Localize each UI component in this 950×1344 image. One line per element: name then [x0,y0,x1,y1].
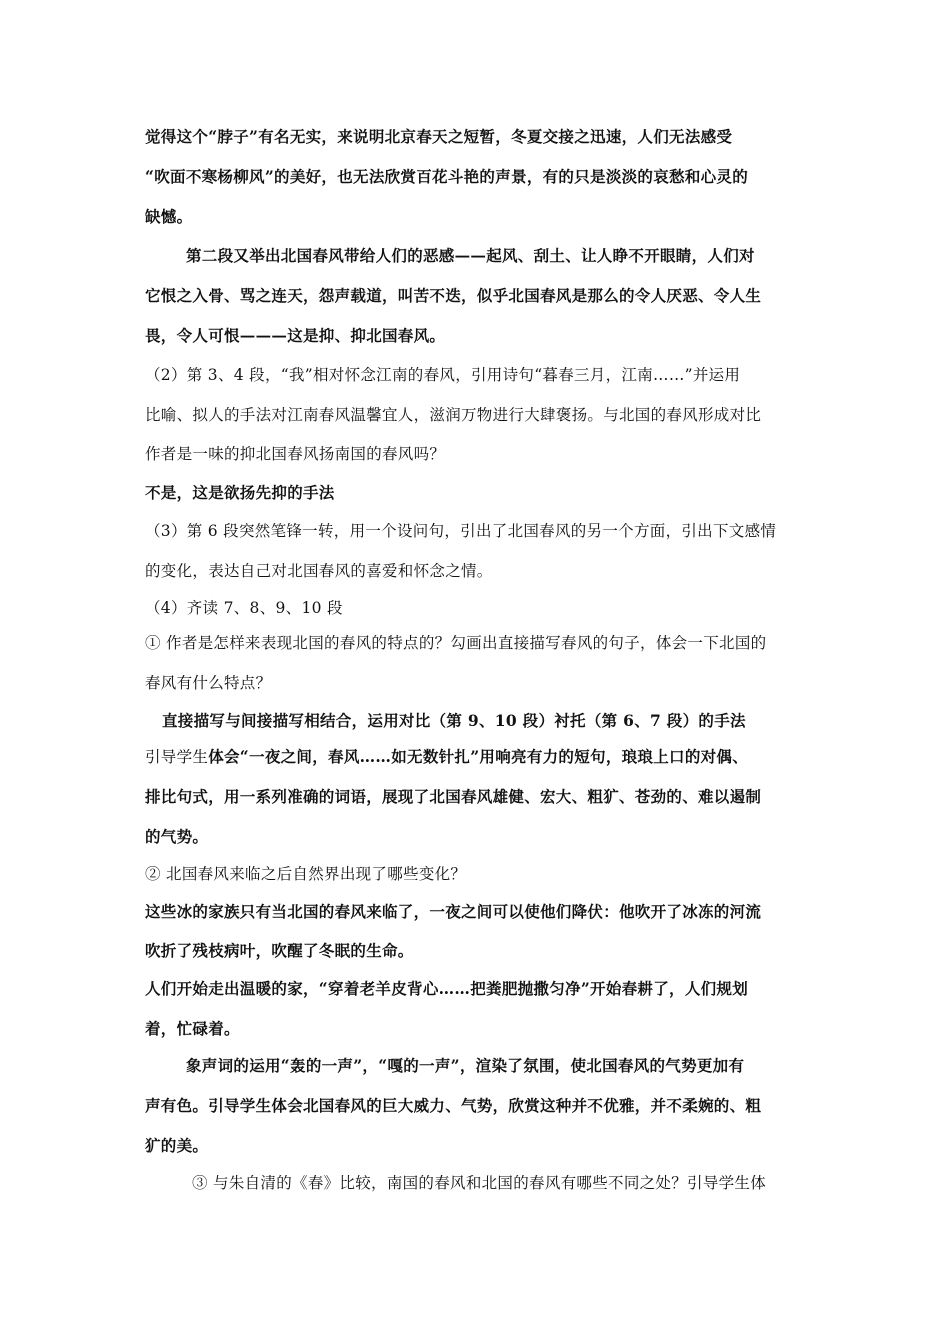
question-2-line-1: （2）第 3、4 段，“我”相对怀念江南的春风，引用诗句“暮春三月，江南……”并运用 [145,366,741,384]
onomatopoeia-line-1: 象声词的运用“轰的一声”，“嘎的一声”，渲染了氛围，使北国春风的气势更加有 [186,1056,745,1075]
guide-1-line-2: 排比句式，用一系列准确的词语，展现了北国春风雄健、宏大、粗犷、苍劲的、难以遏制 [145,787,762,806]
question-3-line-2: 的变化，表达自己对北国春风的喜爱和怀念之情。 [145,562,493,580]
sub-question-2: ② 北国春风来临之后自然界出现了哪些变化？ [145,865,467,883]
answer-sub-question-2b-line-1: 人们开始走出温暖的家，“穿着老羊皮背心……把粪肥抛撒匀净”开始春耕了，人们规划 [145,979,749,998]
paragraph-1-line-1: 觉得这个“脖子”有名无实，来说明北京春天之短暂，冬夏交接之迅速，人们无法感受 [145,127,733,146]
paragraph-1-line-2: “吹面不寒杨柳风”的美好，也无法欣赏百花斗艳的声景，有的只是淡淡的哀愁和心灵的 [145,167,749,186]
onomatopoeia-line-3: 犷的美。 [145,1136,209,1155]
answer-sub-question-1: 直接描写与间接描写相结合，运用对比（第 9、10 段）衬托（第 6、7 段）的手法 [162,711,746,730]
sub-question-1-line-2: 春风有什么特点？ [145,674,272,692]
answer-sub-question-2-line-1: 这些冰的家族只有当北国的春风来临了，一夜之间可以使他们降伏：他吹开了冰冻的河流 [145,902,762,921]
question-2-line-3: 作者是一味的抑北国春风扬南国的春风吗？ [145,445,446,463]
answer-2: 不是，这是欲扬先抑的手法 [145,483,335,502]
guide-1-line-1-rest: 体会“一夜之间，春风……如无数针扎”用响亮有力的短句，琅琅上口的对偶、 [208,747,749,766]
guide-1-line-3: 的气势。 [145,827,209,846]
paragraph-1-line-3: 缺憾。 [145,207,193,226]
question-2-line-2: 比喻、拟人的手法对江南春风温馨宜人，滋润万物进行大肆褒扬。与北国的春风形成对比 [145,406,762,424]
sub-question-3: ③ 与朱自清的《春》比较，南国的春风和北国的春风有哪些不同之处？引导学生体 [192,1174,767,1192]
sub-question-1-line-1: ① 作者是怎样来表现北国的春风的特点的？勾画出直接描写春风的句子，体会一下北国的 [145,634,767,652]
answer-sub-question-2-line-2: 吹折了残枝病叶，吹醒了冬眠的生命。 [145,941,414,960]
guide-1-prefix: 引导学生 [145,748,209,766]
onomatopoeia-line-2: 声有色。引导学生体会北国春风的巨大威力、气势，欣赏这种并不优雅，并不柔婉的、粗 [145,1096,762,1115]
answer-sub-question-2b-line-2: 着，忙碌着。 [145,1019,240,1038]
paragraph-2-line-1: 第二段又举出北国春风带给人们的恶感——起风、刮土、让人睁不开眼睛，人们对 [186,246,755,265]
question-3-line-1: （3）第 6 段突然笔锋一转，用一个设问句，引出了北国春风的另一个方面，引出下文感情 [145,522,777,540]
paragraph-2-line-2: 它恨之入骨、骂之连天，怨声载道，叫苦不迭，似乎北国春风是那么的令人厌恶、令人生 [145,286,762,305]
paragraph-2-line-3: 畏，令人可恨———这是抑、抑北国春风。 [145,326,446,345]
guide-1-line-1 [145,747,748,767]
question-4: （4）齐读 7、8、9、10 段 [145,599,343,617]
